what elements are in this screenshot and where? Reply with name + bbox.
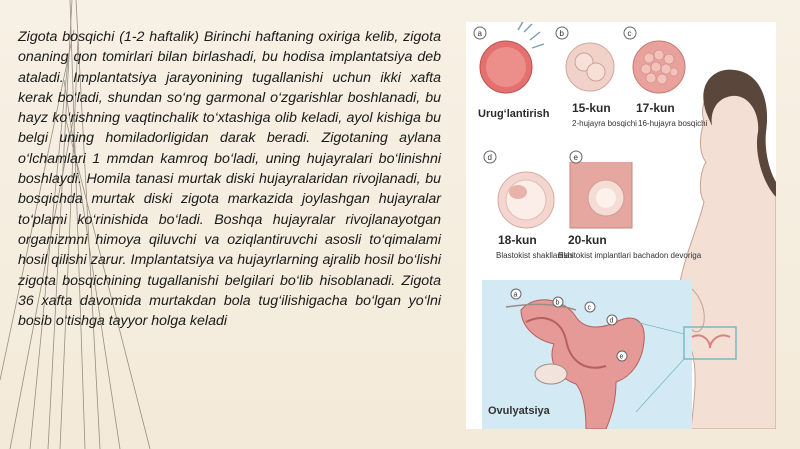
panel-d-letter: d [487, 153, 492, 162]
figure-illustration [466, 22, 776, 429]
diagram-letter-e: e [619, 353, 624, 361]
panel-b-title: 15-kun [572, 101, 611, 115]
panel-c-caption: 16-hujayra bosqichi [638, 119, 708, 128]
panel-d-title: 18-kun [498, 233, 537, 247]
panel-c-sixteen-cell [633, 41, 685, 93]
diagram-letter-d: d [609, 317, 614, 325]
panel-a-title: Urug‘lantirish [478, 108, 550, 120]
diagram-letter-a: a [513, 291, 518, 299]
panel-c-title: 17-kun [636, 101, 675, 115]
panel-a-letter: a [477, 29, 482, 38]
diagram-letter-c: c [587, 304, 591, 312]
embryo-development-figure [466, 22, 776, 429]
panel-e-caption: Blastokist implantlari bachadon devoriga [558, 251, 702, 260]
panel-e-letter: e [573, 153, 578, 162]
panel-e-title: 20-kun [568, 233, 607, 247]
panel-d-blastocyst [498, 172, 554, 228]
panel-b-two-cell [566, 43, 614, 91]
panel-c-letter: c [627, 29, 632, 38]
panel-d-caption: Blastokist shakllanishi [496, 251, 574, 260]
diagram-label: Ovulyatsiya [488, 405, 550, 417]
panel-e-implantation [570, 162, 632, 228]
panel-a-fertilization [477, 22, 544, 93]
panel-b-caption: 2-hujayra bosqichi [572, 119, 637, 128]
body-paragraph: Zigota bosqichi (1-2 haftalik) Birinchi haftaning oxiriga kelib, zigota onaning qon tomirlari bilan birlashadi, bu hodisa implantatsiya deb ataladi. Implantatsiya jarayonining tugallanishi uchun ikki xafta kerak bo‘ladi, shundan so‘ng garmonal o‘zgarishlar boshlanadi, bu hayz ko‘rishning vaqtinchalik to‘xtashiga olib keladi, ayol kishiga bu belgi uning homiladorligidan darak beradi. Zigotaning aylana o‘lchamlari 1 mmdan kamroq bo‘ladi, uning hujayralari bo‘linishni boshlaydi. Homila tanasi murtak diski hujayralaridan rivojlanadi, bu bosqichda murtak diski zigota markazida joylashgan hujayralar to‘plami ko‘rinishida bo‘ladi. Boshqa hujayralar rivojlanayotgan organizmni himoya qiluvchi va oziqlantiruvchi asosli to‘qimalami hosil qilishi zarur. Implantatsiya va hujayrlarning ajralib hosil bo‘lishi zigota bosqichining tugallanishi belgilari bo‘lib hisoblanadi. Zigota 36 xafta davomida murtakdan bola tug‘ilishigacha bo‘lgan yo‘lni bosib o‘tishga tayyor holga keladi [18, 29, 441, 330]
panel-b-letter: b [559, 29, 564, 38]
diagram-letter-b: b [555, 299, 560, 307]
